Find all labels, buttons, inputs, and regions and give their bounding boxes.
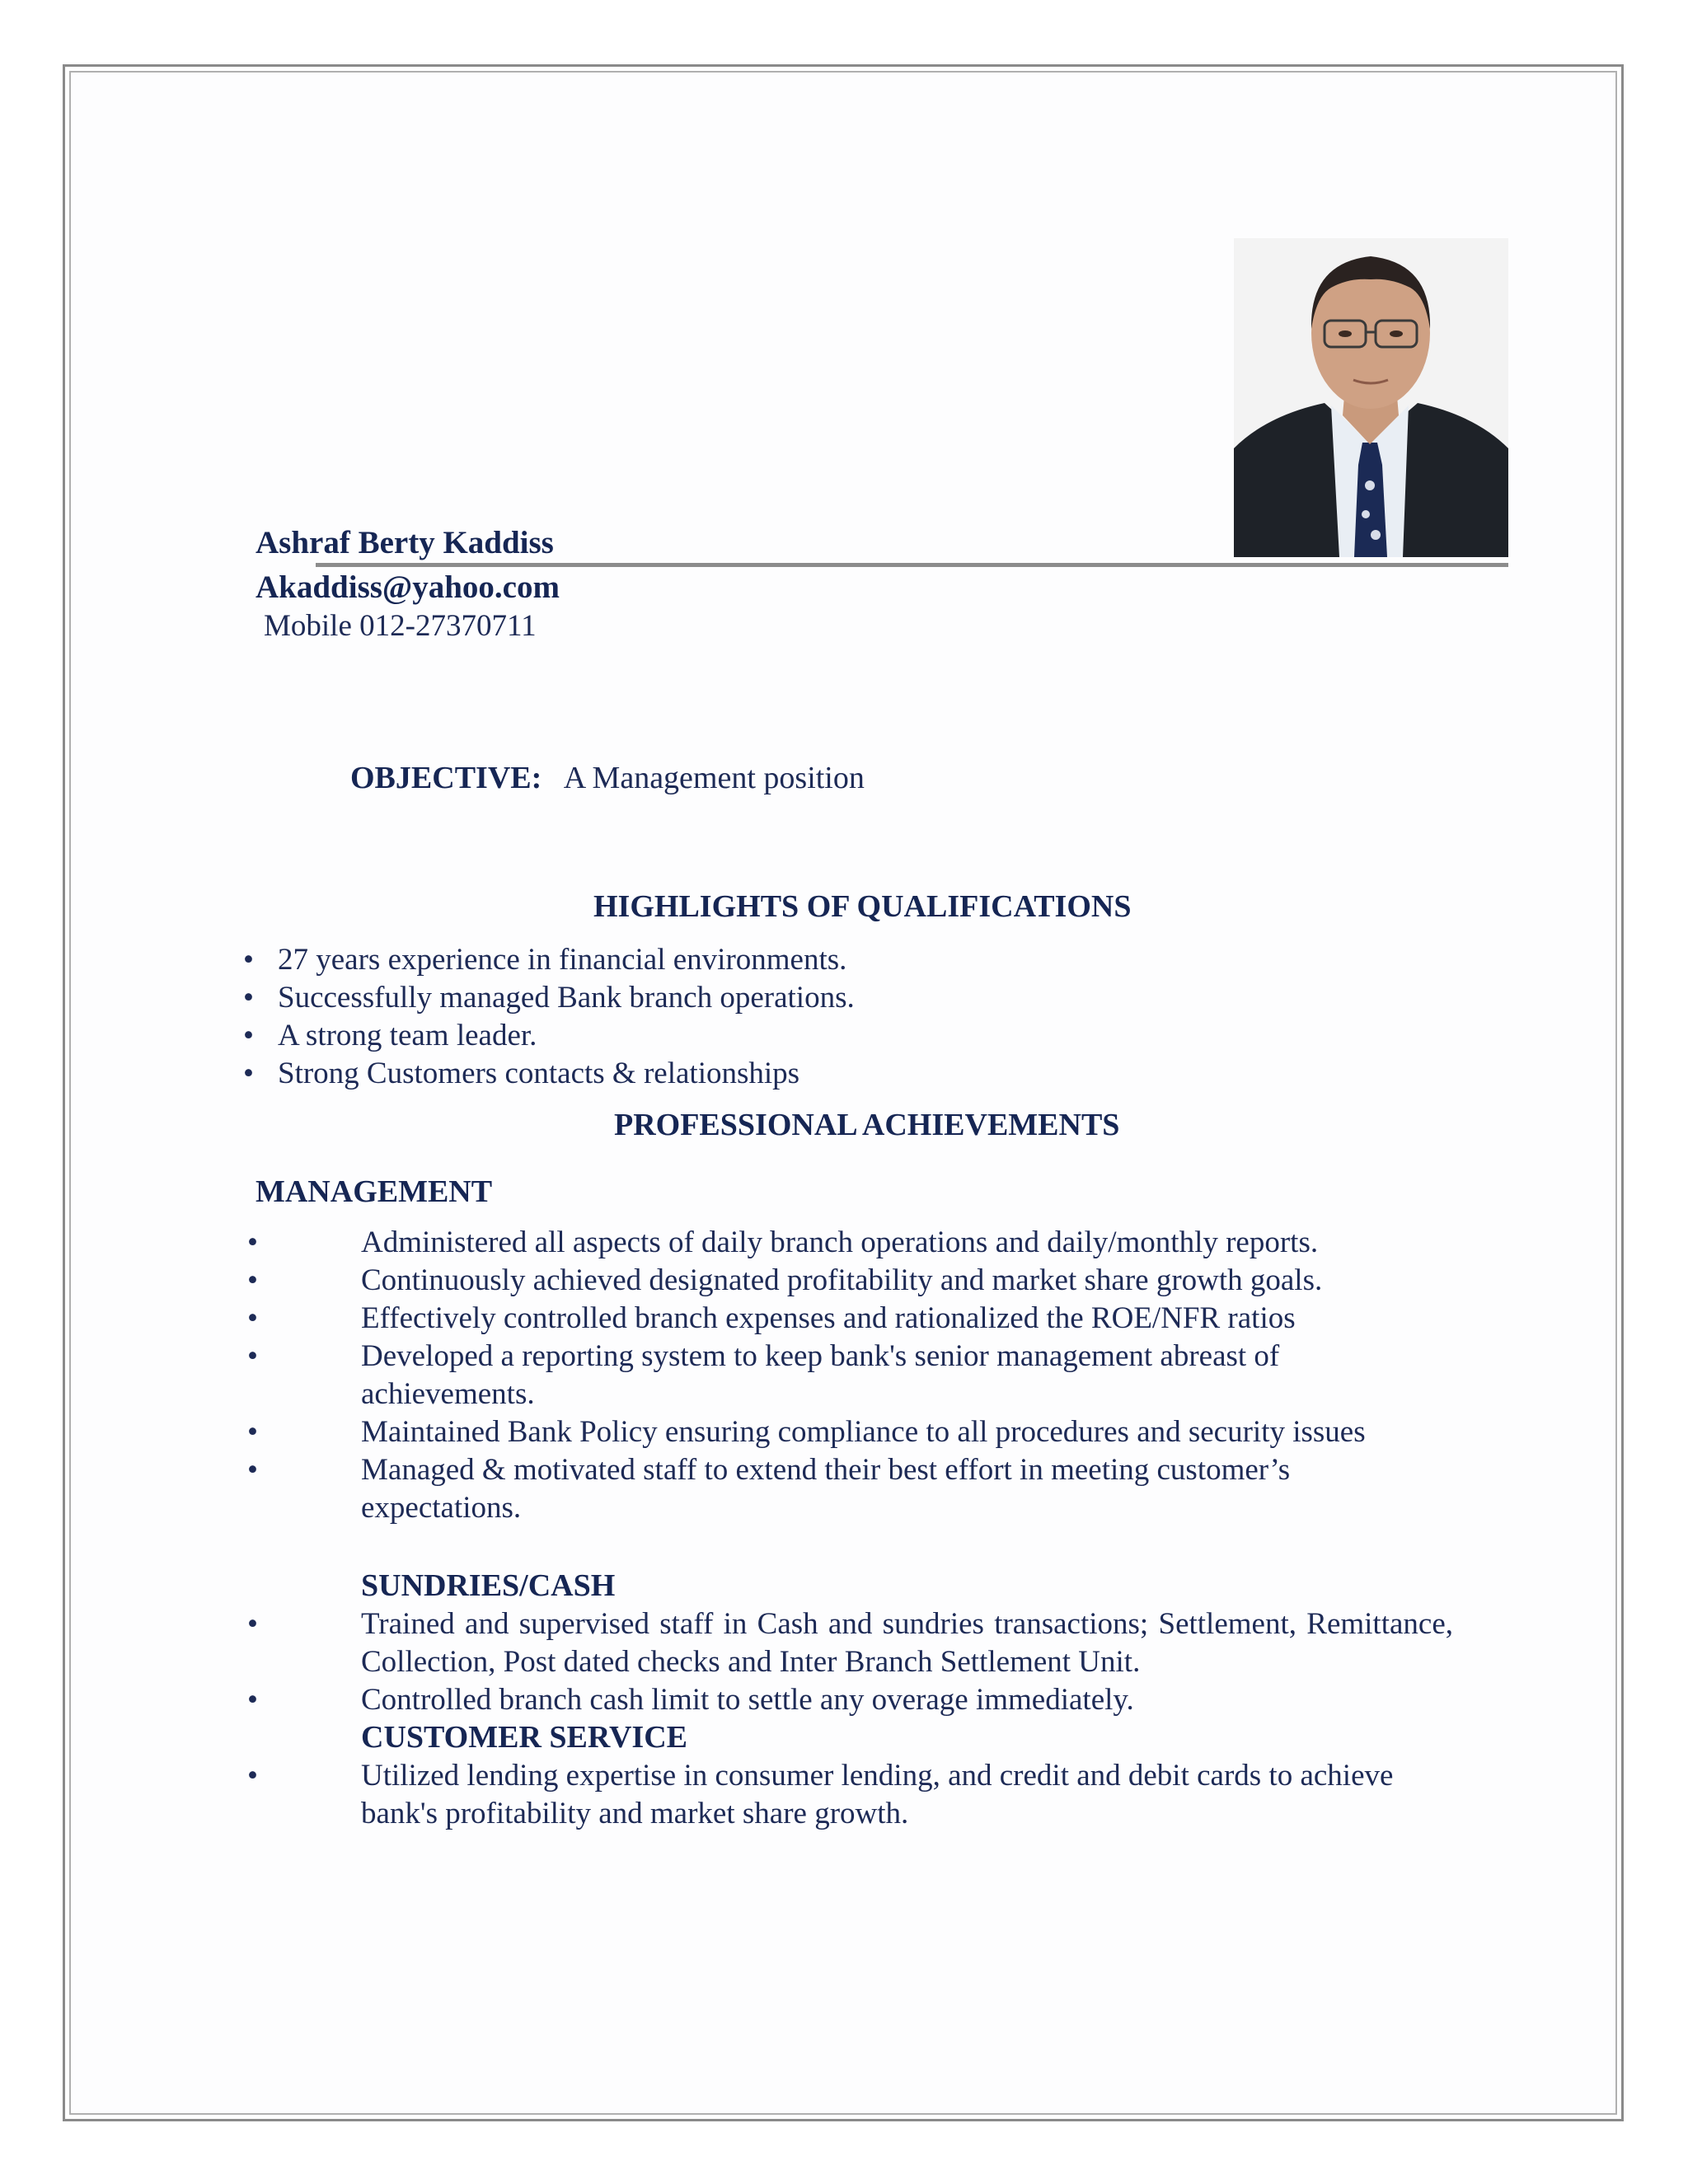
list-item: • A strong team leader. <box>243 1017 855 1055</box>
bullet-icon: • <box>247 1301 258 1335</box>
bullet-icon: • <box>247 1607 258 1641</box>
bullet-icon: • <box>243 981 254 1015</box>
objective-text: A Management position <box>563 761 865 795</box>
list-item: • Strong Customers contacts & relationships <box>243 1055 855 1093</box>
bullet-icon: • <box>247 1226 258 1259</box>
bullet-icon: • <box>247 1415 258 1449</box>
email-address[interactable]: Akaddiss@yahoo.com <box>256 569 560 605</box>
objective-label: OBJECTIVE: <box>350 761 542 795</box>
bullet-icon: • <box>247 1453 258 1487</box>
bullet-icon: • <box>247 1263 258 1297</box>
bullet-icon: • <box>247 1759 258 1793</box>
highlights-heading: HIGHLIGHTS OF QUALIFICATIONS <box>593 889 1132 924</box>
bullet-icon: • <box>243 1019 254 1052</box>
bullet-icon: • <box>243 943 254 977</box>
list-item: • Successfully managed Bank branch operations. <box>243 979 855 1017</box>
profile-photo <box>1234 238 1508 557</box>
management-heading: MANAGEMENT <box>256 1174 493 1209</box>
objective <box>350 760 865 796</box>
sundries-heading: SUNDRIES/CASH <box>361 1568 616 1603</box>
header-divider <box>316 563 1508 567</box>
candidate-name: Ashraf Berty Kaddiss <box>256 525 554 560</box>
highlights-list <box>243 941 855 1093</box>
mobile-number: Mobile 012-27370711 <box>264 609 537 643</box>
customer-service-heading: CUSTOMER SERVICE <box>361 1720 687 1755</box>
bullet-icon: • <box>247 1339 258 1373</box>
bullet-icon: • <box>247 1683 258 1717</box>
bullet-icon: • <box>243 1057 254 1090</box>
achievements-heading: PROFESSIONAL ACHIEVEMENTS <box>614 1108 1120 1142</box>
list-item: • 27 years experience in financial environments. <box>243 941 855 979</box>
